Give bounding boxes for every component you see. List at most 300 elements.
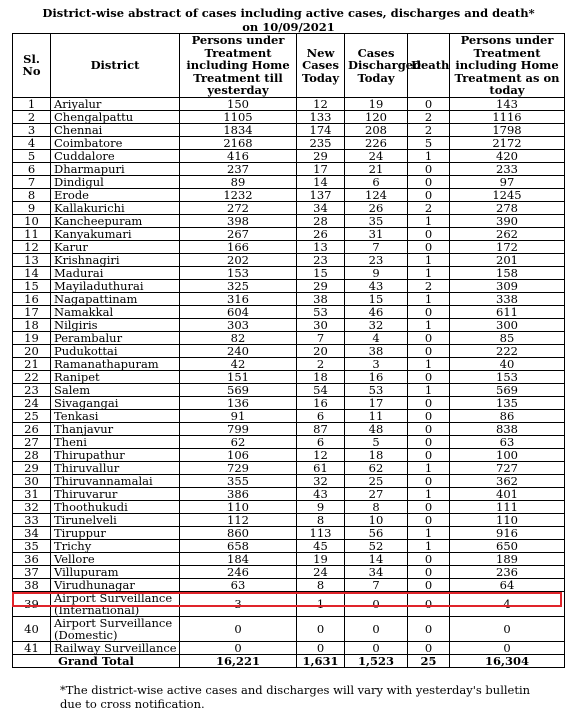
cell-new-cases: 0 (297, 641, 345, 654)
cell-new-cases: 29 (297, 149, 345, 162)
cell-new-cases: 1 (297, 591, 345, 616)
cell-persons-yesterday: 246 (180, 565, 297, 578)
cell-persons-yesterday: 272 (180, 201, 297, 214)
cell-new-cases: 8 (297, 578, 345, 591)
cell-death: 0 (408, 422, 450, 435)
cell-persons-yesterday: 267 (180, 227, 297, 240)
table-row (13, 487, 565, 500)
cell-persons-today: 85 (450, 331, 565, 344)
cell-new-cases: 34 (297, 201, 345, 214)
table-row (13, 201, 565, 214)
table-row (13, 422, 565, 435)
cell-persons-yesterday: 325 (180, 279, 297, 292)
cell-district: Pudukottai (51, 344, 180, 357)
cell-discharged: 208 (345, 123, 408, 136)
header-death: Death (408, 34, 450, 98)
cell-discharged: 0 (345, 591, 408, 616)
cell-sl-no: 28 (13, 448, 51, 461)
cell-persons-today: 201 (450, 253, 565, 266)
cell-district: Thoothukudi (51, 500, 180, 513)
cell-sl-no: 11 (13, 227, 51, 240)
table-row (13, 474, 565, 487)
cell-discharged: 4 (345, 331, 408, 344)
cell-new-cases: 29 (297, 279, 345, 292)
table-header-row (13, 34, 565, 98)
cell-district: Trichy (51, 539, 180, 552)
district-cases-table (12, 33, 565, 668)
table-row (13, 162, 565, 175)
cell-discharged: 7 (345, 240, 408, 253)
title-line-1: District-wise abstract of cases including active cases, discharges and death* (42, 6, 535, 20)
cell-sl-no: 41 (13, 641, 51, 654)
cell-sl-no: 34 (13, 526, 51, 539)
cell-sl-no: 19 (13, 331, 51, 344)
cell-persons-today: 135 (450, 396, 565, 409)
cell-persons-today: 338 (450, 292, 565, 305)
cell-discharged: 53 (345, 383, 408, 396)
cell-district: Thanjavur (51, 422, 180, 435)
cell-persons-yesterday: 91 (180, 409, 297, 422)
grand-total-row (13, 654, 565, 667)
cell-persons-yesterday: 860 (180, 526, 297, 539)
cell-sl-no: 16 (13, 292, 51, 305)
cell-district: Perambalur (51, 331, 180, 344)
cell-persons-today: 100 (450, 448, 565, 461)
cell-new-cases: 28 (297, 214, 345, 227)
cell-discharged: 18 (345, 448, 408, 461)
cell-discharged: 25 (345, 474, 408, 487)
cell-district: Karur (51, 240, 180, 253)
cell-persons-yesterday: 1834 (180, 123, 297, 136)
cell-district: Vellore (51, 552, 180, 565)
cell-new-cases: 137 (297, 188, 345, 201)
cell-persons-yesterday: 604 (180, 305, 297, 318)
table-row (13, 461, 565, 474)
grand-total-new: 1,631 (297, 654, 345, 667)
cell-persons-today: 86 (450, 409, 565, 422)
header-persons-yesterday: Persons under Treatment including Home Treatment till yesterday (180, 34, 297, 98)
cell-sl-no: 32 (13, 500, 51, 513)
cell-new-cases: 133 (297, 110, 345, 123)
cell-district: Cuddalore (51, 149, 180, 162)
cell-district: Virudhunagar (51, 578, 180, 591)
cell-sl-no: 17 (13, 305, 51, 318)
cell-persons-yesterday: 150 (180, 97, 297, 110)
cell-district: Tiruppur (51, 526, 180, 539)
cell-district: Coimbatore (51, 136, 180, 149)
cell-death: 0 (408, 474, 450, 487)
table-row (13, 641, 565, 654)
cell-persons-today: 2172 (450, 136, 565, 149)
cell-persons-yesterday: 106 (180, 448, 297, 461)
cell-new-cases: 20 (297, 344, 345, 357)
cell-district: Dharmapuri (51, 162, 180, 175)
cell-district: Nagapattinam (51, 292, 180, 305)
table-row (13, 591, 565, 616)
cell-district: Thiruvannamalai (51, 474, 180, 487)
cell-persons-today: 611 (450, 305, 565, 318)
cell-new-cases: 32 (297, 474, 345, 487)
cell-persons-yesterday: 82 (180, 331, 297, 344)
cell-death: 0 (408, 97, 450, 110)
cell-death: 0 (408, 500, 450, 513)
cell-sl-no: 33 (13, 513, 51, 526)
cell-death: 0 (408, 641, 450, 654)
cell-district: Chennai (51, 123, 180, 136)
cell-persons-yesterday: 303 (180, 318, 297, 331)
cell-new-cases: 19 (297, 552, 345, 565)
cell-sl-no: 23 (13, 383, 51, 396)
cell-persons-yesterday: 1105 (180, 110, 297, 123)
table-row (13, 279, 565, 292)
cell-sl-no: 7 (13, 175, 51, 188)
cell-discharged: 3 (345, 357, 408, 370)
cell-discharged: 9 (345, 266, 408, 279)
cell-persons-today: 0 (450, 641, 565, 654)
cell-persons-yesterday: 416 (180, 149, 297, 162)
cell-sl-no: 2 (13, 110, 51, 123)
cell-persons-today: 111 (450, 500, 565, 513)
cell-discharged: 19 (345, 97, 408, 110)
table-row (13, 136, 565, 149)
cell-new-cases: 2 (297, 357, 345, 370)
cell-death: 0 (408, 448, 450, 461)
cell-discharged: 21 (345, 162, 408, 175)
table-row (13, 552, 565, 565)
cell-death: 0 (408, 370, 450, 383)
cell-persons-yesterday: 0 (180, 616, 297, 641)
cell-death: 1 (408, 253, 450, 266)
title-line-2: on 10/09/2021 (242, 20, 335, 34)
cell-death: 0 (408, 175, 450, 188)
cell-new-cases: 26 (297, 227, 345, 240)
cell-district: Kanyakumari (51, 227, 180, 240)
cell-discharged: 8 (345, 500, 408, 513)
cell-death: 1 (408, 149, 450, 162)
table-row (13, 500, 565, 513)
cell-persons-yesterday: 184 (180, 552, 297, 565)
cell-persons-yesterday: 355 (180, 474, 297, 487)
grand-total-today: 16,304 (450, 654, 565, 667)
cell-death: 2 (408, 279, 450, 292)
cell-persons-today: 64 (450, 578, 565, 591)
cell-persons-yesterday: 0 (180, 641, 297, 654)
cell-new-cases: 18 (297, 370, 345, 383)
cell-discharged: 7 (345, 578, 408, 591)
cell-new-cases: 53 (297, 305, 345, 318)
cell-district: Airport Surveillance (International) (51, 591, 180, 616)
cell-discharged: 31 (345, 227, 408, 240)
table-row (13, 214, 565, 227)
cell-persons-today: 1798 (450, 123, 565, 136)
header-discharged: Cases Discharged Today (345, 34, 408, 98)
cell-persons-yesterday: 799 (180, 422, 297, 435)
cell-persons-today: 0 (450, 616, 565, 641)
cell-district: Namakkal (51, 305, 180, 318)
cell-sl-no: 29 (13, 461, 51, 474)
cell-district: Salem (51, 383, 180, 396)
table-row (13, 616, 565, 641)
cell-discharged: 24 (345, 149, 408, 162)
table-row (13, 253, 565, 266)
header-new-cases: New Cases Today (297, 34, 345, 98)
cell-district: Tirunelveli (51, 513, 180, 526)
cell-sl-no: 25 (13, 409, 51, 422)
cell-persons-yesterday: 240 (180, 344, 297, 357)
cell-district: Ranipet (51, 370, 180, 383)
grand-total-yesterday: 16,221 (180, 654, 297, 667)
cell-new-cases: 12 (297, 97, 345, 110)
cell-persons-yesterday: 89 (180, 175, 297, 188)
cell-death: 1 (408, 318, 450, 331)
cell-death: 0 (408, 513, 450, 526)
table-body (13, 97, 565, 654)
table-row (13, 513, 565, 526)
cell-death: 0 (408, 435, 450, 448)
table-row (13, 331, 565, 344)
cell-persons-today: 97 (450, 175, 565, 188)
cell-persons-yesterday: 658 (180, 539, 297, 552)
cell-new-cases: 8 (297, 513, 345, 526)
table-row (13, 357, 565, 370)
cell-death: 1 (408, 292, 450, 305)
cell-discharged: 56 (345, 526, 408, 539)
cell-persons-yesterday: 237 (180, 162, 297, 175)
cell-discharged: 10 (345, 513, 408, 526)
cell-persons-today: 420 (450, 149, 565, 162)
cell-new-cases: 12 (297, 448, 345, 461)
cell-death: 0 (408, 578, 450, 591)
cell-death: 0 (408, 240, 450, 253)
cell-new-cases: 54 (297, 383, 345, 396)
table-row (13, 526, 565, 539)
cell-district: Ramanathapuram (51, 357, 180, 370)
cell-new-cases: 113 (297, 526, 345, 539)
cell-persons-today: 727 (450, 461, 565, 474)
table-row (13, 292, 565, 305)
cell-persons-yesterday: 42 (180, 357, 297, 370)
cell-death: 2 (408, 201, 450, 214)
cell-district: Madurai (51, 266, 180, 279)
cell-new-cases: 174 (297, 123, 345, 136)
cell-persons-today: 390 (450, 214, 565, 227)
cell-persons-yesterday: 112 (180, 513, 297, 526)
cell-new-cases: 0 (297, 616, 345, 641)
cell-sl-no: 15 (13, 279, 51, 292)
cell-death: 1 (408, 487, 450, 500)
table-row (13, 448, 565, 461)
table-row (13, 266, 565, 279)
footnote: *The district-wise active cases and discharges will vary with yesterday's bulletin due to cross notification. (60, 683, 531, 711)
cell-death: 2 (408, 123, 450, 136)
cell-new-cases: 16 (297, 396, 345, 409)
cell-death: 0 (408, 331, 450, 344)
cell-discharged: 226 (345, 136, 408, 149)
cell-persons-yesterday: 153 (180, 266, 297, 279)
cell-discharged: 34 (345, 565, 408, 578)
cell-death: 0 (408, 409, 450, 422)
cell-discharged: 0 (345, 641, 408, 654)
cell-persons-yesterday: 2168 (180, 136, 297, 149)
header-district: District (51, 34, 180, 98)
cell-persons-today: 401 (450, 487, 565, 500)
cell-persons-yesterday: 569 (180, 383, 297, 396)
cell-district: Chengalpattu (51, 110, 180, 123)
table-row (13, 565, 565, 578)
table-row (13, 578, 565, 591)
table-row (13, 240, 565, 253)
cell-district: Kallakurichi (51, 201, 180, 214)
cell-persons-yesterday: 386 (180, 487, 297, 500)
cell-district: Erode (51, 188, 180, 201)
cell-persons-today: 838 (450, 422, 565, 435)
cell-death: 0 (408, 162, 450, 175)
table-row (13, 435, 565, 448)
cell-persons-today: 143 (450, 97, 565, 110)
table-row (13, 227, 565, 240)
cell-sl-no: 9 (13, 201, 51, 214)
cell-discharged: 14 (345, 552, 408, 565)
cell-district: Villupuram (51, 565, 180, 578)
cell-discharged: 5 (345, 435, 408, 448)
cell-sl-no: 10 (13, 214, 51, 227)
cell-discharged: 62 (345, 461, 408, 474)
cell-sl-no: 1 (13, 97, 51, 110)
cell-discharged: 38 (345, 344, 408, 357)
cell-new-cases: 6 (297, 435, 345, 448)
cell-death: 1 (408, 383, 450, 396)
cell-death: 0 (408, 565, 450, 578)
cell-new-cases: 6 (297, 409, 345, 422)
cell-discharged: 17 (345, 396, 408, 409)
cell-death: 1 (408, 357, 450, 370)
table-row (13, 344, 565, 357)
cell-new-cases: 9 (297, 500, 345, 513)
cell-persons-today: 110 (450, 513, 565, 526)
cell-death: 1 (408, 526, 450, 539)
cell-persons-yesterday: 63 (180, 578, 297, 591)
cell-sl-no: 38 (13, 578, 51, 591)
cell-new-cases: 15 (297, 266, 345, 279)
cell-new-cases: 14 (297, 175, 345, 188)
cell-district: Railway Surveillance (51, 641, 180, 654)
cell-discharged: 35 (345, 214, 408, 227)
cell-sl-no: 21 (13, 357, 51, 370)
cell-district: Dindigul (51, 175, 180, 188)
table-row (13, 149, 565, 162)
cell-new-cases: 43 (297, 487, 345, 500)
cell-persons-yesterday: 62 (180, 435, 297, 448)
cell-sl-no: 39 (13, 591, 51, 616)
cell-persons-today: 1116 (450, 110, 565, 123)
table-row (13, 123, 565, 136)
cell-death: 0 (408, 591, 450, 616)
cell-sl-no: 36 (13, 552, 51, 565)
cell-discharged: 43 (345, 279, 408, 292)
cell-persons-today: 916 (450, 526, 565, 539)
cell-persons-yesterday: 3 (180, 591, 297, 616)
cell-discharged: 32 (345, 318, 408, 331)
cell-sl-no: 18 (13, 318, 51, 331)
cell-new-cases: 30 (297, 318, 345, 331)
cell-death: 0 (408, 344, 450, 357)
cell-death: 1 (408, 539, 450, 552)
cell-death: 2 (408, 110, 450, 123)
cell-death: 0 (408, 616, 450, 641)
cell-discharged: 0 (345, 616, 408, 641)
cell-district: Theni (51, 435, 180, 448)
table-row (13, 409, 565, 422)
cell-persons-today: 233 (450, 162, 565, 175)
cell-new-cases: 45 (297, 539, 345, 552)
cell-persons-today: 4 (450, 591, 565, 616)
cell-persons-today: 189 (450, 552, 565, 565)
cell-new-cases: 13 (297, 240, 345, 253)
table-row (13, 305, 565, 318)
cell-district: Ariyalur (51, 97, 180, 110)
table-row (13, 97, 565, 110)
document-title (0, 6, 577, 34)
cell-sl-no: 14 (13, 266, 51, 279)
cell-district: Thirupathur (51, 448, 180, 461)
cell-sl-no: 27 (13, 435, 51, 448)
cell-persons-today: 172 (450, 240, 565, 253)
cell-persons-today: 569 (450, 383, 565, 396)
table-row (13, 110, 565, 123)
grand-total-label: Grand Total (13, 654, 180, 667)
cell-death: 0 (408, 188, 450, 201)
cell-new-cases: 61 (297, 461, 345, 474)
table-row (13, 383, 565, 396)
cell-new-cases: 23 (297, 253, 345, 266)
table-row (13, 175, 565, 188)
cell-discharged: 46 (345, 305, 408, 318)
cell-sl-no: 3 (13, 123, 51, 136)
cell-new-cases: 38 (297, 292, 345, 305)
cell-sl-no: 22 (13, 370, 51, 383)
cell-persons-today: 222 (450, 344, 565, 357)
cell-new-cases: 17 (297, 162, 345, 175)
cell-death: 1 (408, 266, 450, 279)
table-row (13, 188, 565, 201)
cell-discharged: 23 (345, 253, 408, 266)
cell-death: 0 (408, 552, 450, 565)
table-row (13, 396, 565, 409)
cell-new-cases: 235 (297, 136, 345, 149)
cell-sl-no: 26 (13, 422, 51, 435)
cell-persons-yesterday: 110 (180, 500, 297, 513)
cell-sl-no: 6 (13, 162, 51, 175)
cell-district: Mayiladuthurai (51, 279, 180, 292)
cell-discharged: 48 (345, 422, 408, 435)
cell-persons-yesterday: 398 (180, 214, 297, 227)
cell-sl-no: 8 (13, 188, 51, 201)
table-row (13, 370, 565, 383)
cell-sl-no: 31 (13, 487, 51, 500)
cell-sl-no: 12 (13, 240, 51, 253)
cell-district: Krishnagiri (51, 253, 180, 266)
grand-total-discharged: 1,523 (345, 654, 408, 667)
cell-sl-no: 37 (13, 565, 51, 578)
cell-persons-today: 362 (450, 474, 565, 487)
cell-persons-today: 262 (450, 227, 565, 240)
cell-death: 0 (408, 305, 450, 318)
cell-persons-today: 309 (450, 279, 565, 292)
cell-persons-today: 278 (450, 201, 565, 214)
cell-persons-yesterday: 202 (180, 253, 297, 266)
cell-discharged: 6 (345, 175, 408, 188)
cell-persons-today: 63 (450, 435, 565, 448)
